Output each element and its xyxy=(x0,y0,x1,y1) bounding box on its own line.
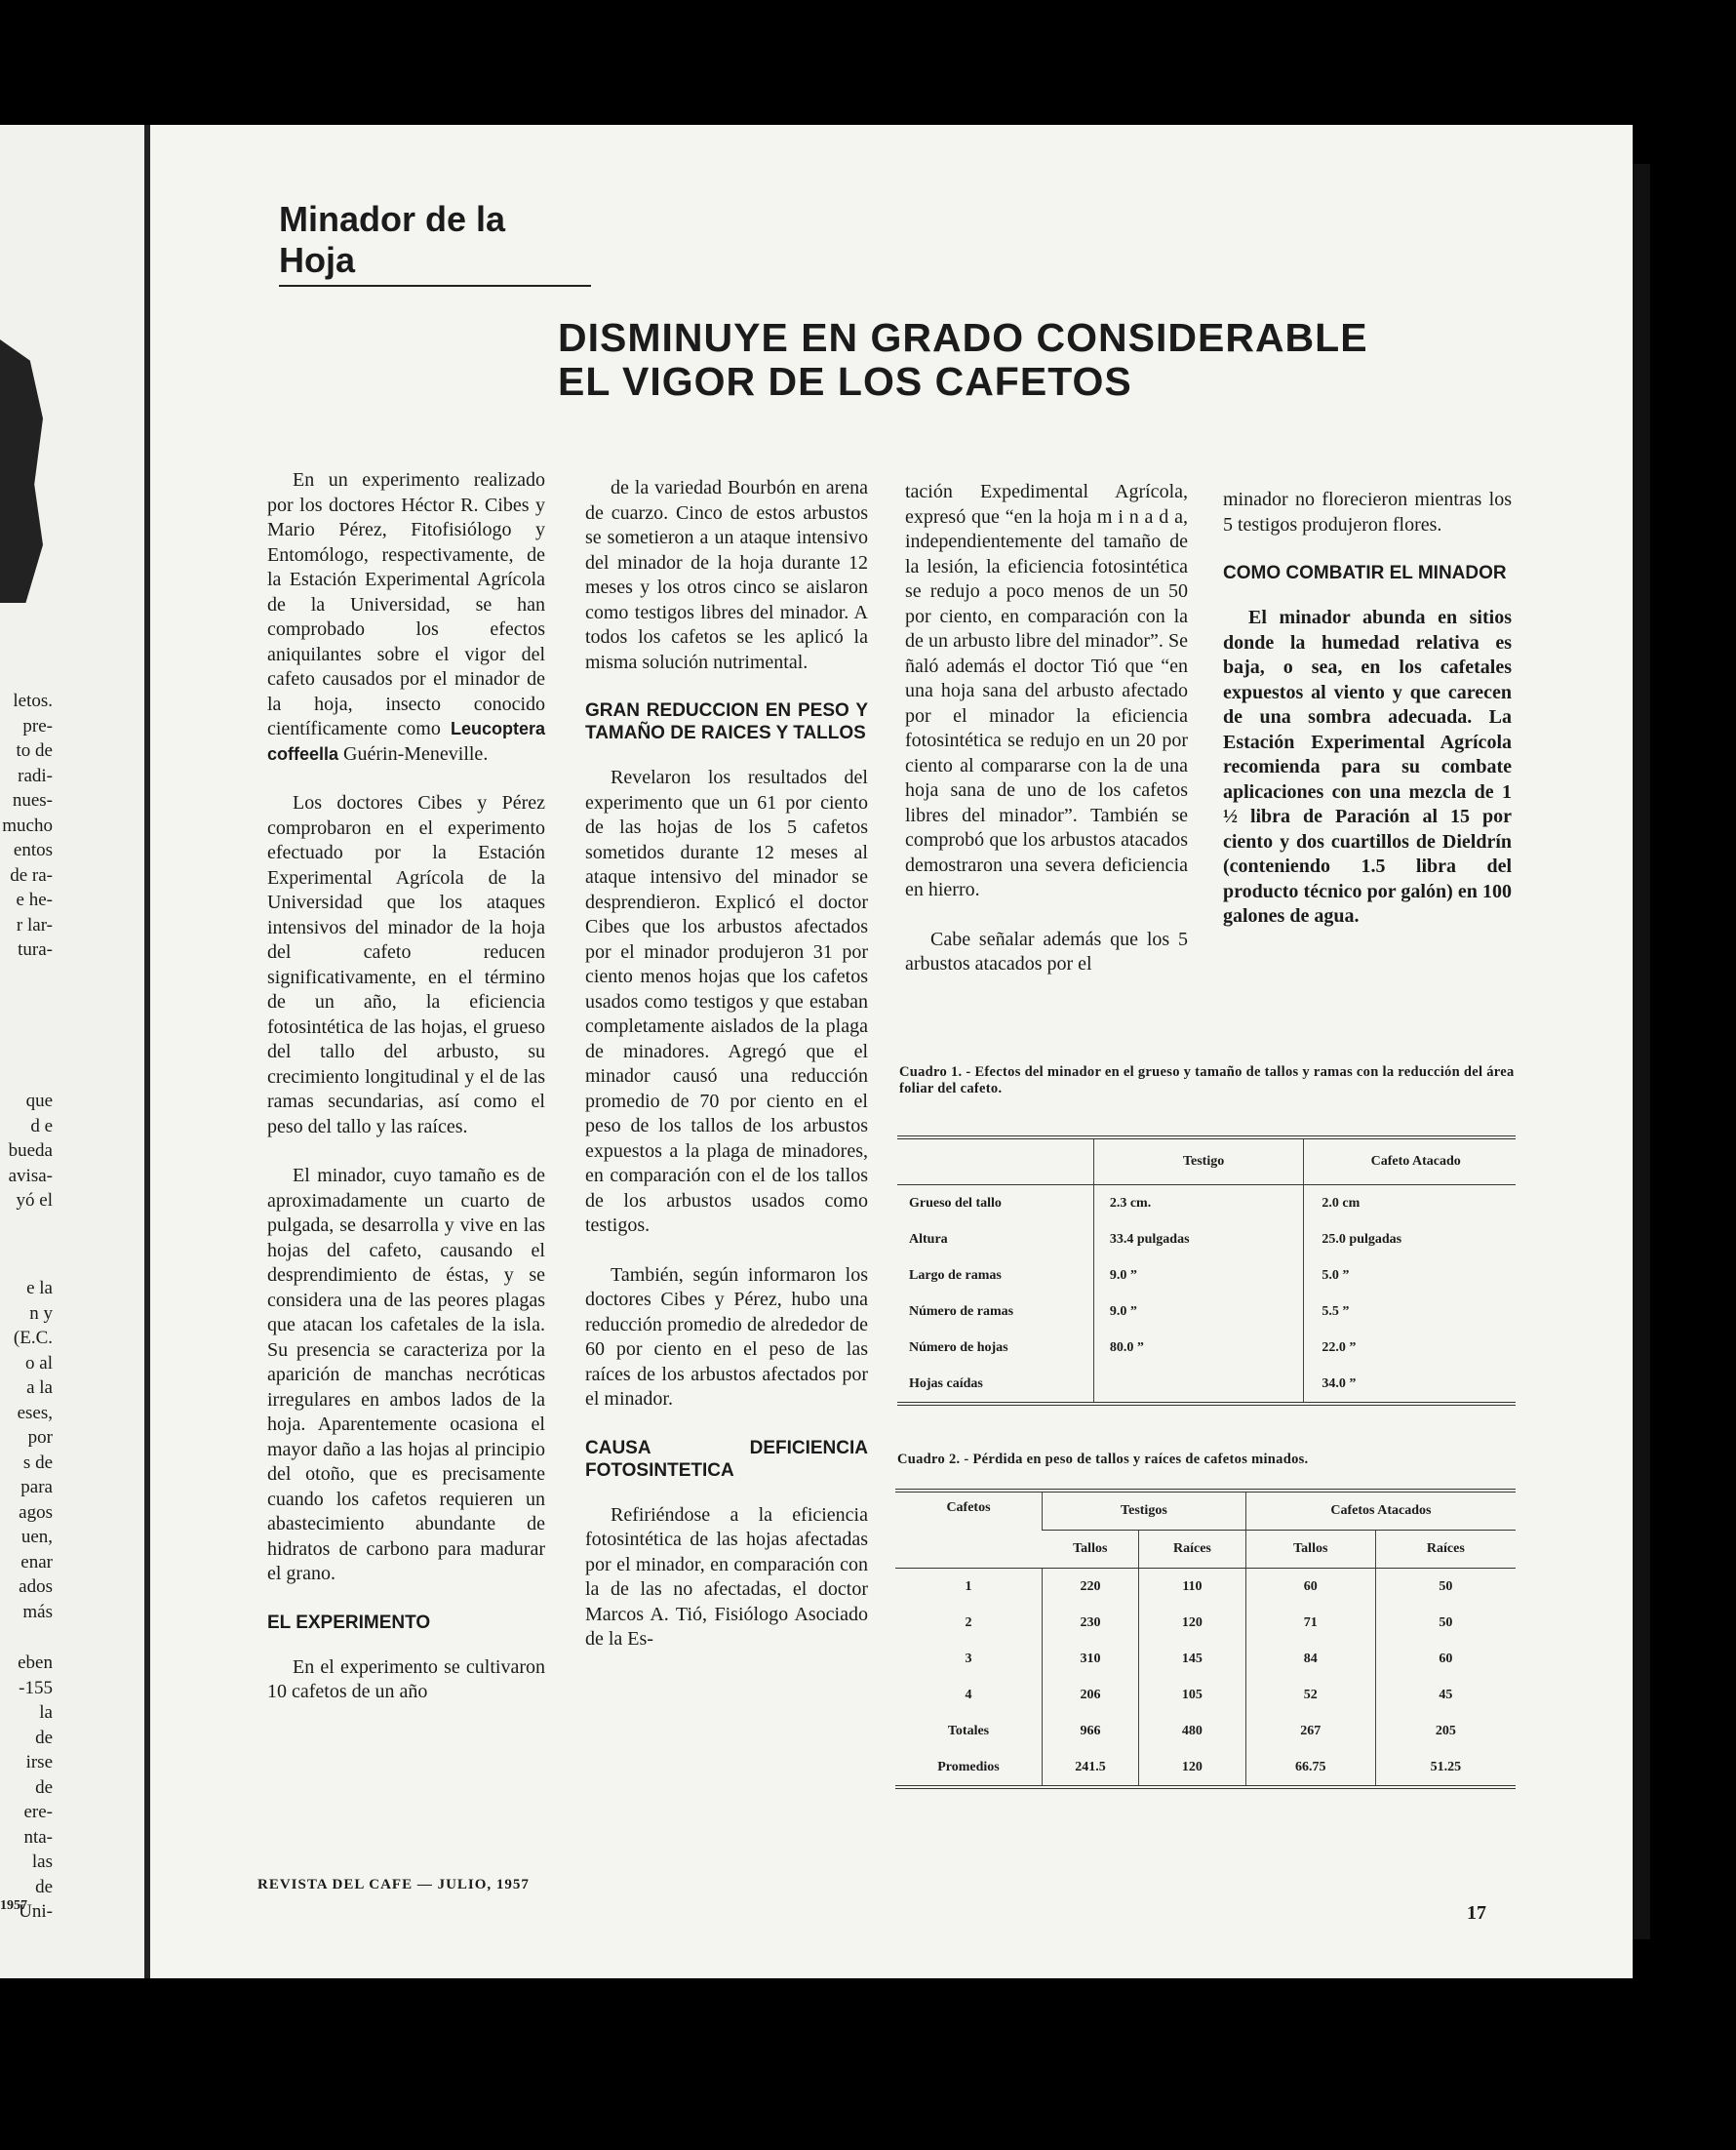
table-2-subheader: Raíces xyxy=(1139,1531,1246,1569)
table-row xyxy=(895,1677,1516,1713)
paragraph: El minador abunda en sitios donde la humedad relativa es baja, o sea, en los cafetales expuestos al viento y que carecen de una sombra adecuada. La Estación Experimental Agrícola recomienda para su combate aplicaciones con una mezcla de 1 ½ libra de Paración al 15 por ciento y dos cuartillos de Dieldrín (conteniendo 1.5 libra del producto técnico por galón) en 100 galones de agua. xyxy=(1223,607,1512,927)
paragraph: El minador, cuyo tamaño es de aproximadamente un cuarto de pulgada, se desarrolla y vive en las hojas del cafeto, causando el desprendimiento de éstas, y se considera una de las peores plagas que atacan los cafetales de la isla. Su presencia se caracteriza por la aparición de manchas necróticas irregulares en ambos lados de la hoja. Aparentemente ocasiona el mayor daño a las hojas al principio del otoño, que es precisamente cuando los cafetos requieren un abastecimiento abundante de hidratos de carbono para madurar el grano. xyxy=(267,1165,545,1584)
section-label: Minador de la Hoja xyxy=(279,199,591,287)
magazine-page xyxy=(150,125,1633,1978)
cell: 120 xyxy=(1139,1605,1246,1641)
cell: Hojas caídas xyxy=(909,1375,983,1391)
cell: 45 xyxy=(1375,1677,1516,1713)
page-number: 17 xyxy=(1467,1902,1486,1924)
previous-page-text-d: eben -155 la de irse de ere- nta- las de Uni- xyxy=(18,1652,53,1922)
previous-page-text-a: letos. pre- to de radi- nues- mucho entos de ra- e he- r lar- tura- xyxy=(2,691,53,960)
table-row xyxy=(895,1605,1516,1641)
cell: Largo de ramas xyxy=(909,1267,1002,1283)
species-name: Leucoptera coffeella xyxy=(267,719,545,764)
table-row xyxy=(897,1330,1516,1366)
paragraph: Revelaron los resultados del experimento que un 61 por ciento de las hojas de los 5 cafetos sometidos durante 12 meses al ataque intensivo del minador se desprendieron. Explicó el doctor Cibes que los arbustos afectados por el minador produjeron 31 por ciento menos hojas que los cafetos usados como testigos y que estaban completamente aislados de la plaga de minadores. Agregó que el minador causó una reducción promedio de 70 por ciento en el peso de los tallos de los arbustos expuestos a la plaga de minadores, en comparación con el de los tallos de los arbustos usados como testigos. xyxy=(585,767,868,1236)
cell: Totales xyxy=(947,1723,990,1738)
cell: 50 xyxy=(1375,1569,1516,1606)
cell: 34.0 ” xyxy=(1304,1366,1516,1404)
headline-line-2: EL VIGOR DE LOS CAFETOS xyxy=(558,359,1132,404)
text: En un experimento realizado por los doctores Héctor R. Cibes y Mario Pérez, Fitofisiólogo y Entomólogo, respectivamente, de la Estación Experimental Agrícola de la Universidad, se han comprobado los efectos aniquilantes sobre el vigor del cafeto causados por el minador de la hoja, insecto conocido científicamente como xyxy=(267,469,545,739)
table-1-header: Cafeto Atacado xyxy=(1304,1137,1516,1185)
paragraph xyxy=(267,468,545,767)
cell: 310 xyxy=(1043,1641,1139,1677)
cell: 33.4 pulgadas xyxy=(1093,1221,1304,1257)
cell: 50 xyxy=(1375,1605,1516,1641)
column-2 xyxy=(585,476,868,1677)
cell: 51.25 xyxy=(1375,1749,1516,1787)
page-edge xyxy=(1633,164,1650,1939)
paragraph: minador no florecieron mientras los 5 testigos produjeron flores. xyxy=(1223,489,1512,536)
previous-page-fragment xyxy=(0,125,144,1978)
cell: 9.0 ” xyxy=(1093,1257,1304,1294)
cell: 66.75 xyxy=(1245,1749,1375,1787)
cell: 2.0 cm xyxy=(1304,1185,1516,1222)
table-row xyxy=(895,1749,1516,1787)
cell: 206 xyxy=(1043,1677,1139,1713)
table-row xyxy=(897,1366,1516,1404)
column-3 xyxy=(905,480,1188,1002)
cell: 84 xyxy=(1245,1641,1375,1677)
table-row xyxy=(897,1294,1516,1330)
table-row xyxy=(897,1257,1516,1294)
previous-page-text-b: que d e bueda avisa- yó el xyxy=(8,1091,53,1211)
cell: Promedios xyxy=(937,1759,1000,1774)
cell: 110 xyxy=(1139,1569,1246,1606)
cell: 2.3 cm. xyxy=(1093,1185,1304,1222)
table-1 xyxy=(897,1135,1516,1406)
cell: 71 xyxy=(1245,1605,1375,1641)
cell: 205 xyxy=(1375,1713,1516,1749)
cell: 60 xyxy=(1245,1569,1375,1606)
table-row xyxy=(897,1221,1516,1257)
table-2 xyxy=(895,1489,1516,1789)
table-row xyxy=(895,1713,1516,1749)
paragraph: Refiriéndose a la eficiencia fotosintética de las hojas afectadas por el minador, en comparación con la de las no afectadas, el doctor Marcos A. Tió, Fisiólogo Asociado de la Es- xyxy=(585,1503,868,1650)
cell: 220 xyxy=(1043,1569,1139,1606)
cell: Número de hojas xyxy=(909,1339,1008,1355)
cell: Número de ramas xyxy=(909,1303,1014,1319)
cell: 25.0 pulgadas xyxy=(1304,1221,1516,1257)
table-2-subheader: Tallos xyxy=(1043,1531,1139,1569)
paragraph: Cabe señalar además que los 5 arbustos atacados por el xyxy=(905,928,1188,975)
cell: 267 xyxy=(1245,1713,1375,1749)
paragraph: tación Expedimental Agrícola, expresó que “en la hoja m i n a d a, independientemente del tamaño de la lesión, la eficiencia fotosintética se redujo a poco menos de un 50 por ciento, en comparación con la de un arbusto libre del minador”. Se ñaló además el doctor Tió que “en una hoja sana del arbusto afectado por el minador la eficiencia fotosintética se redujo en un 20 por ciento al compararse con la de una hoja sana de uno de los cafetos libres del minador”. También se comprobó que los arbustos atacados demostraron una severa deficiencia en hierro. xyxy=(905,481,1188,900)
paragraph: Los doctores Cibes y Pérez comprobaron en el experimento efectuado por la Estación Experimental Agrícola de la Universidad que los ataques intensivos del minador de la hoja del cafeto reducen significativamente, en el término de un año, la eficiencia fotosintética de las hojas, el grueso del tallo del arbusto, su crecimiento longitudinal y el de las ramas secundarias, así como el peso del tallo y las raíces. xyxy=(267,792,545,1137)
text: Guérin-Meneville. xyxy=(343,742,489,765)
table-2-header: Cafetos Atacados xyxy=(1245,1491,1516,1531)
cell: 230 xyxy=(1043,1605,1139,1641)
paragraph: También, según informaron los doctores Cibes y Pérez, hubo una reducción promedio de alrededor de 60 por ciento en el peso de las raíces de los arbustos afectados por el minador. xyxy=(585,1263,868,1410)
paragraph: de la variedad Bourbón en arena de cuarzo. Cinco de estos arbustos se sometieron a un ataque intensivo del minador de la hoja durante 12 meses y los otros cinco se aislaron como testigos libres del minador. A todos los cafetos se les aplicó la misma solución nutrimental. xyxy=(585,477,868,673)
subheading-causa: CAUSA DEFICIENCIA FOTOSINTETICA xyxy=(585,1437,868,1481)
table-row xyxy=(897,1185,1516,1222)
table-row xyxy=(895,1641,1516,1677)
page-footer: REVISTA DEL CAFE — JULIO, 1957 xyxy=(257,1877,530,1892)
cell: 52 xyxy=(1245,1677,1375,1713)
cell: 3 xyxy=(965,1651,972,1666)
table-2-subheader: Raíces xyxy=(1375,1531,1516,1569)
cell: 241.5 xyxy=(1043,1749,1139,1787)
table-row xyxy=(895,1569,1516,1606)
cell: 105 xyxy=(1139,1677,1246,1713)
table-2-subheader: Tallos xyxy=(1245,1531,1375,1569)
cell: 22.0 ” xyxy=(1304,1330,1516,1366)
cell: 966 xyxy=(1043,1713,1139,1749)
cell: 60 xyxy=(1375,1641,1516,1677)
subheading-experimento: EL EXPERIMENTO xyxy=(267,1612,431,1633)
cell: 120 xyxy=(1139,1749,1246,1787)
subheading-gran-reduccion: GRAN REDUCCION EN PESO Y TAMAÑO DE RAICES Y TALLOS xyxy=(585,700,868,743)
table-2-caption: Cuadro 2. - Pérdida en peso de tallos y raíces de cafetos minados. xyxy=(897,1452,1309,1467)
paragraph: En el experimento se cultivaron 10 cafetos de un año xyxy=(267,1655,545,1702)
cell: 4 xyxy=(965,1687,972,1702)
previous-page-footer: 1957 xyxy=(0,1898,27,1913)
cell xyxy=(1093,1366,1304,1404)
headline xyxy=(558,316,1368,404)
headline-line-1: DISMINUYE EN GRADO CONSIDERABLE xyxy=(558,315,1368,360)
cell: 80.0 ” xyxy=(1093,1330,1304,1366)
cell: 480 xyxy=(1139,1713,1246,1749)
table-1-caption: Cuadro 1. - Efectos del minador en el grueso y tamaño de tallos y ramas con la reducción del área foliar del cafeto. xyxy=(899,1064,1515,1096)
cell: Grueso del tallo xyxy=(909,1195,1002,1211)
subheading-como-combatir: COMO COMBATIR EL MINADOR xyxy=(1223,563,1507,583)
previous-page-text-c: e la n y (E.C. o al a la eses, por s de para agos uen, enar ados más xyxy=(13,1278,53,1622)
table-2-header: Cafetos xyxy=(895,1491,1043,1569)
previous-page-illustration xyxy=(0,339,43,603)
table-1-header xyxy=(897,1137,1093,1185)
cell: 1 xyxy=(965,1578,972,1594)
cell: 9.0 ” xyxy=(1093,1294,1304,1330)
column-4 xyxy=(1223,488,1512,954)
cell: Altura xyxy=(909,1231,948,1247)
cell: 145 xyxy=(1139,1641,1246,1677)
table-1-header: Testigo xyxy=(1093,1137,1304,1185)
cell: 5.0 ” xyxy=(1304,1257,1516,1294)
table-2-header: Testigos xyxy=(1043,1491,1246,1531)
cell: 5.5 ” xyxy=(1304,1294,1516,1330)
column-1 xyxy=(267,468,545,1730)
cell: 2 xyxy=(965,1614,972,1630)
